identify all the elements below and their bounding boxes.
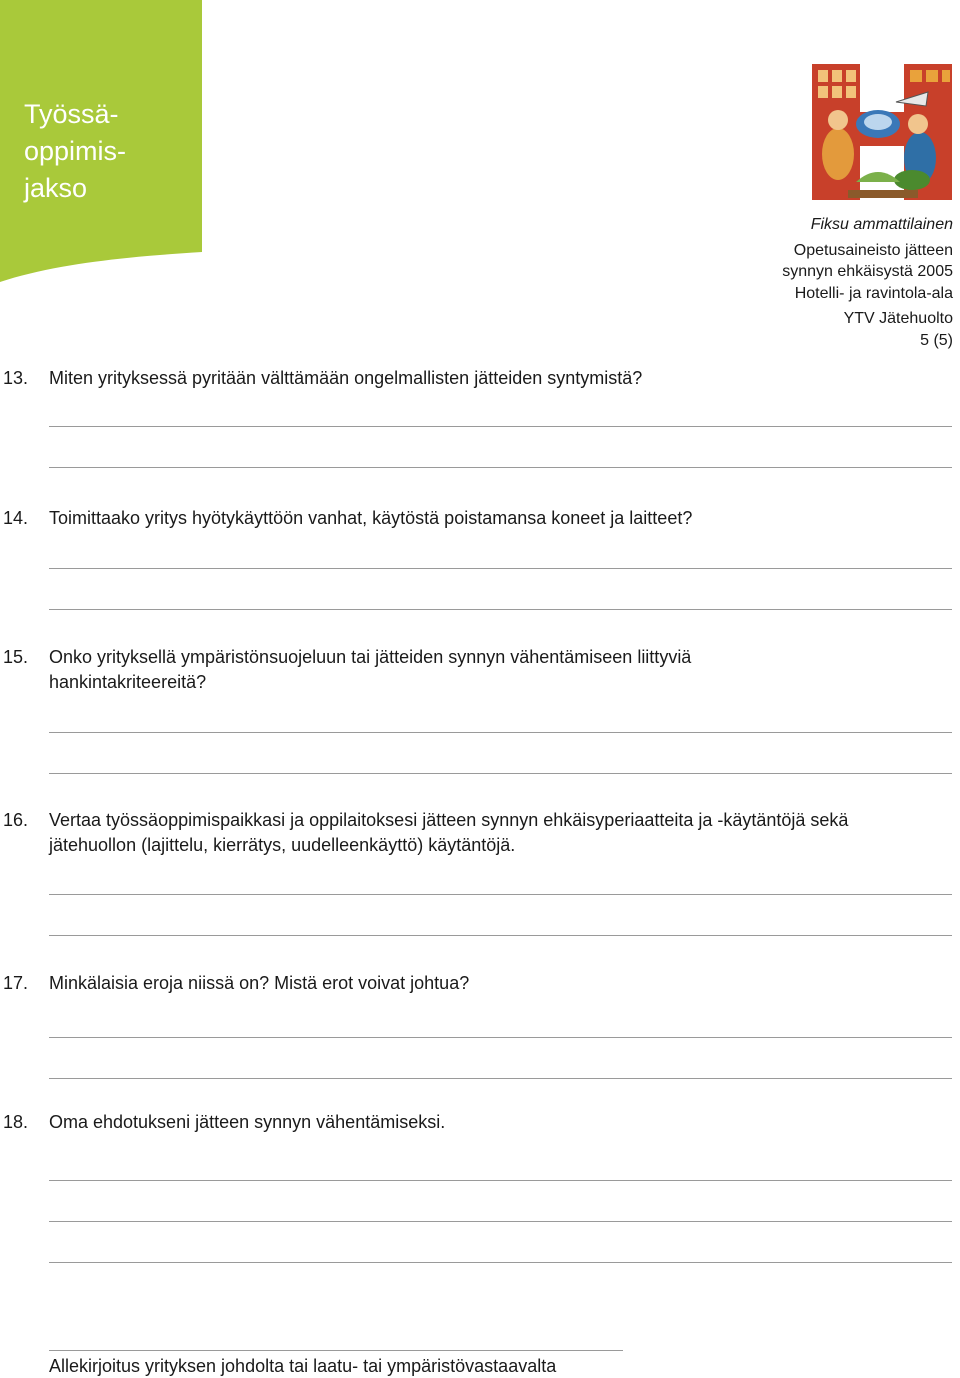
answer-line[interactable] — [49, 467, 952, 468]
answer-line[interactable] — [49, 1037, 952, 1038]
question-number: 14. — [3, 508, 29, 528]
answer-line[interactable] — [49, 609, 952, 610]
answer-line[interactable] — [49, 1221, 952, 1222]
answer-line[interactable] — [49, 935, 952, 936]
organization: YTV Jätehuolto — [843, 310, 953, 327]
answer-line[interactable] — [49, 426, 952, 427]
question-18 — [0, 1110, 930, 1135]
question-14 — [0, 506, 930, 531]
question-text: Minkälaisia eroja niissä on? Mistä erot voivat johtua? — [49, 973, 470, 993]
subtitle-line-1: Opetusaineisto jätteen — [793, 241, 953, 259]
answer-line[interactable] — [49, 1078, 952, 1079]
signature-label: Allekirjoitus yrityksen johdolta tai laatu- tai ympäristövastaavalta — [49, 1356, 557, 1376]
answer-line[interactable] — [49, 568, 952, 569]
question-number: 15. — [3, 647, 29, 667]
subtitle-line-2: synnyn ehkäisystä 2005 — [782, 263, 953, 280]
question-number: 16. — [3, 810, 29, 830]
question-text: Onko yrityksellä ympäristönsuojeluun tai jätteiden synnyn vähentämiseen liittyviä hankintakriteereitä? — [49, 647, 692, 692]
signature-line[interactable] — [49, 1350, 623, 1351]
answer-line[interactable] — [49, 732, 952, 733]
question-text: Oma ehdotukseni jätteen synnyn vähentämiseksi. — [49, 1112, 446, 1132]
question-15 — [0, 645, 930, 694]
hotel-restaurant-illustration-icon — [808, 62, 956, 204]
question-16 — [0, 808, 930, 857]
answer-line[interactable] — [49, 1262, 952, 1263]
question-number: 18. — [3, 1112, 29, 1132]
section-title: Työssä- oppimis- jakso — [24, 99, 127, 203]
question-text: Miten yrityksessä pyritään välttämään ongelmallisten jätteiden syntymistä? — [49, 368, 643, 388]
page-number: 5 (5) — [920, 331, 953, 349]
document-meta — [782, 214, 953, 351]
question-number: 17. — [3, 973, 29, 993]
section-tab — [0, 0, 202, 282]
brand-title: Fiksu ammattilainen — [810, 216, 953, 233]
answer-line[interactable] — [49, 894, 952, 895]
question-text: Vertaa työssäoppimispaikkasi ja oppilaitoksesi jätteen synnyn ehkäisyperiaatteita ja -käytäntöjä sekä jätehuollon (lajittelu, kierrätys, uudelleenkäyttö) käytäntöjä. — [49, 810, 849, 855]
question-13 — [0, 366, 930, 391]
question-text: Toimittaako yritys hyötykäyttöön vanhat, käytöstä poistamansa koneet ja laitteet? — [49, 508, 693, 528]
answer-line[interactable] — [49, 1180, 952, 1181]
question-number: 13. — [3, 368, 29, 388]
subtitle-line-3: Hotelli- ja ravintola-ala — [794, 284, 953, 302]
question-17 — [0, 971, 930, 996]
answer-line[interactable] — [49, 773, 952, 774]
